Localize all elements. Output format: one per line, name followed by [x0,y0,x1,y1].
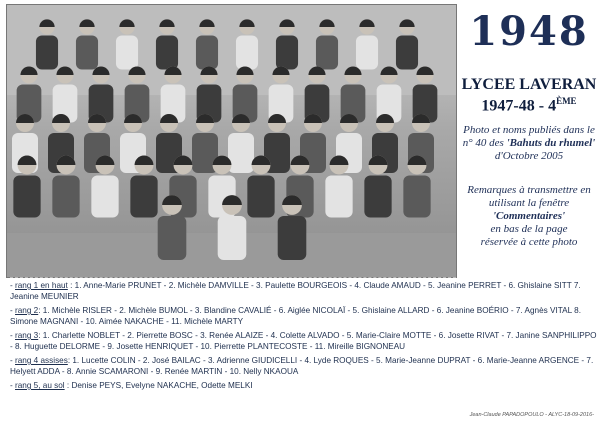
student-body [316,36,338,70]
student-body [76,36,98,70]
student-body [364,176,391,218]
class-year-text: 1947-48 - 4 [481,97,557,115]
student-body [247,176,274,218]
student-body [218,216,247,260]
student-body [278,216,307,260]
rank-3-label: rang 3 [15,331,39,340]
student-body [403,176,430,218]
student-body [116,36,138,70]
student-body [276,36,298,70]
student-body [196,36,218,70]
photo-credit: Jean-Claude PAPADOPOULO - ALYC-18-09-2016- [469,412,594,418]
student-body [396,36,418,70]
source-line-2 [460,137,598,150]
student-body [236,36,258,70]
student-body [158,216,187,260]
class-photo [6,4,457,278]
rank-5-names: : Denise PEYS, Evelyne NAKACHE, Odette MELKI [64,381,253,390]
rank-5-label: rang 5, au sol [15,381,65,390]
class-photo-figures [7,5,456,277]
rank-2-label: rang 2 [15,306,39,315]
student-body [356,36,378,70]
student-body [36,36,58,70]
rank-4: - rang 4 assises: 1. Lucette COLIN - 2. José BAILAC - 3. Adrienne GIUDICELLI - 4. Lyde ROQUES - 5. Marie-Jeanne DUPRAT - 6. Marie-Jeanne ARGENCE - 7. Helyett ADDA - 8. Annie SCAMARONI - 9. Renée MARTIN - 10. Nelly NKAOUA [10,356,594,376]
student-body [130,176,157,218]
source-line-1: Photo et noms publiés dans le [463,124,595,136]
remarks-commentaires: 'Commentaires' [492,210,566,222]
remarks-line-5: réservée à cette photo [480,236,578,248]
divider [10,277,456,278]
student-body [325,176,352,218]
student-body [156,36,178,70]
rank-2-names: : 1. Michèle RISLER - 2. Michèle BUMOL - 3. Blandine CAVALIÉ - 6. Aiglée NICOLAÏ - 5. Ghislaine ALLARD - 6. Jeanine BOÉRIO - 7. Agnès VITAL 8. Simone MAGNANI - 10. Aimée NAKACHE - 11. Michèle MARTY [10,306,581,326]
student-body [13,176,40,218]
class-grade-sup: ÈME [556,96,577,106]
student-body [52,176,79,218]
school-name: LYCEE LAVERAN [461,76,597,93]
rank-3-names: : 1. Charlette NOBLET - 2. Pierrette BOSC - 3. Renée ALAIZE - 4. Colette ALVADO - 5. Marie-Claire MOTTE - 6. Josette RIVAT - 7. Janine SANPHILIPPO - 8. Huguette DELORME - 9. Josette HENRIQUET - 10. Pierrette PLANTECOSTE - 11. Mireille BIGNONEAU [10,331,597,351]
photo-year: 1948 [469,8,589,55]
rank-1-names: : 1. Anne-Marie PRUNET - 2. Michèle DAMVILLE - 3. Paulette BOURGEOIS - 4. Claude AMAUD - 5. Jeanine PERRET - 6. Ghislaine SITT 7. Jeanine MEUNIER [10,281,581,301]
rank-3: - rang 3: 1. Charlette NOBLET - 2. Pierrette BOSC - 3. Renée ALAIZE - 4. Colette ALVADO - 5. Marie-Claire MOTTE - 6. Josette RIVAT - 7. Janine SANPHILIPPO - 8. Huguette DELORME - 9. Josette HENRIQUET - 10. Pierrette PLANTECOSTE - 11. Mireille BIGNONEAU [10,331,597,351]
remarks-note [460,184,598,249]
rank-1: - rang 1 en haut : 1. Anne-Marie PRUNET - 2. Michèle DAMVILLE - 3. Paulette BOURGEOIS - 4. Claude AMAUD - 5. Jeanine PERRET - 6. Ghislaine SITT 7. Jeanine MEUNIER [10,281,581,301]
rank-4-label: rang 4 assises [15,356,68,365]
rank-4-names: : 1. Lucette COLIN - 2. José BAILAC - 3. Adrienne GIUDICELLI - 4. Lyde ROQUES - 5. Marie-Jeanne DUPRAT - 6. Marie-Jeanne ARGENCE - 7. Helyett ADDA - 8. Annie SCAMARONI - 9. Renée MARTIN - 10. Nelly NKAOUA [10,356,594,376]
rank-1-label: rang 1 en haut [15,281,68,290]
remarks-line-3 [460,210,598,223]
remarks-line-4: en bas de la page [490,223,568,235]
student-body [91,176,118,218]
student-body [228,133,254,173]
remarks-line-2: utilisant la fenêtre [488,197,570,209]
remarks-line-1: Remarques à transmettre en [467,184,591,196]
source-note [460,124,598,163]
source-line-3: d'Octobre 2005 [494,150,564,162]
source-line-2-text: n° 40 des [462,137,507,149]
class-year [460,96,598,115]
rank-5: - rang 5, au sol : Denise PEYS, Evelyne NAKACHE, Odette MELKI [10,381,253,390]
source-bahuts: 'Bahuts du rhumel' [506,137,596,149]
rank-2: - rang 2: 1. Michèle RISLER - 2. Michèle BUMOL - 3. Blandine CAVALIÉ - 6. Aiglée NICOLAÏ - 5. Ghislaine ALLARD - 6. Jeanine BOÉRIO - 7. Agnès VITAL 8. Simone MAGNANI - 10. Aimée NAKACHE - 11. Michèle MARTY [10,306,581,326]
rank-list [10,280,598,394]
